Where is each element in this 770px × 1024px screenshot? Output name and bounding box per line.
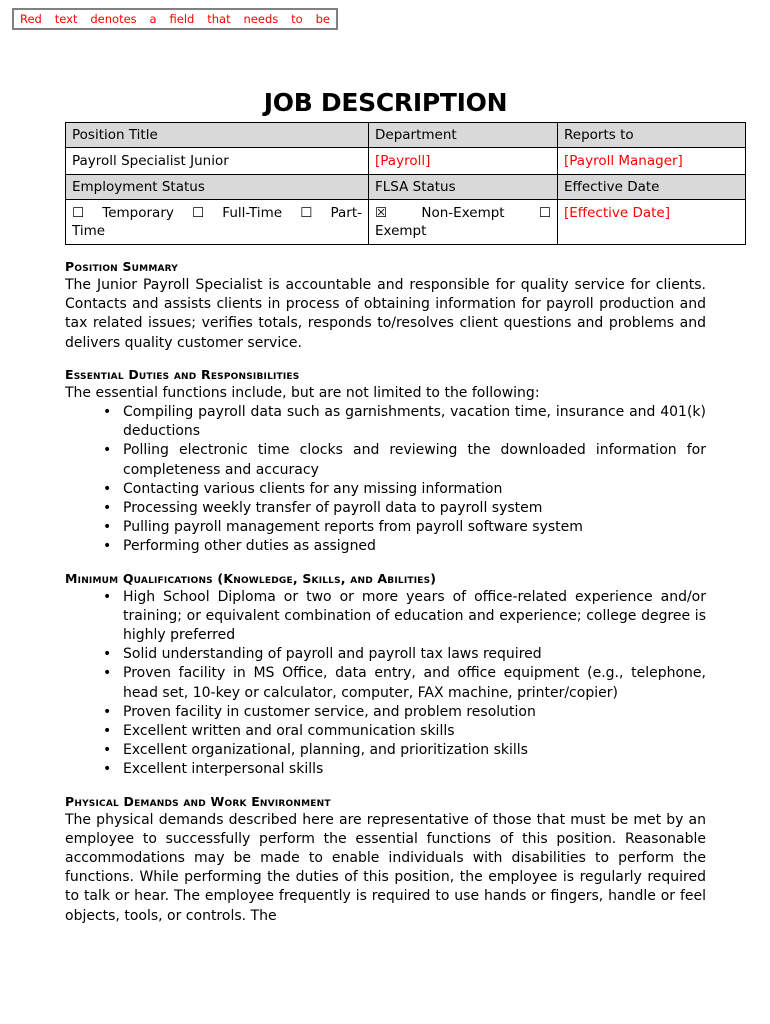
table-row-values-2 [66,200,746,245]
section-heading-minimum-qualifications: Minimum Qualifications (Knowledge, Skills, and Abilities) [65,570,437,586]
header-effective-date: Effective Date [558,175,746,200]
essential-duties-list [65,403,706,557]
header-reports-to: Reports to [558,123,746,148]
header-flsa-status: FLSA Status [369,175,558,200]
employment-status-line-2: Time [72,223,106,239]
list-item: • Performing other duties as assigned [103,537,706,556]
value-reports-to[interactable]: [Payroll Manager] [558,148,746,175]
value-effective-date[interactable]: [Effective Date] [558,200,746,245]
essential-duties-intro: The essential functions include, but are not limited to the following: [65,384,540,401]
list-item: • Compiling payroll data such as garnishments, vacation time, insurance and 401(k) deductions [103,403,706,441]
section-minimum-qualifications [65,571,706,780]
flsa-status-line-1[interactable]: ☒ Non-Exempt ☐ [375,205,551,221]
list-item: • Polling electronic time clocks and reviewing the downloaded information for completeness and accuracy [103,441,706,479]
section-heading-physical-demands: Physical Demands and Work Environment [65,793,331,809]
list-item: • Excellent interpersonal skills [103,760,706,779]
header-employment-status: Employment Status [66,175,369,200]
page-title: JOB DESCRIPTION [263,88,508,117]
section-heading-essential-duties: Essential Duties and Responsibilities [65,366,300,382]
employment-status-line-1[interactable]: ☐ Temporary ☐ Full-Time ☐ Part- [72,205,362,221]
value-department[interactable]: [Payroll] [369,148,558,175]
list-item: • Processing weekly transfer of payroll data to payroll system [103,499,706,518]
list-item: • Pulling payroll management reports from payroll software system [103,518,706,537]
value-position-title: Payroll Specialist Junior [66,148,369,175]
physical-demands-body: The physical demands described here are representative of those that must be met by an employee to successfully perform the essential functions of this position. Reasonable accommodations may be made to enable individuals with disabilities to perform the functions. While performing the duties of this position, the employee is regularly required to talk or hear. The employee frequently is required to use hands or fingers, handle or feel objects, tools, or controls. The [65,811,706,924]
list-item: • Proven facility in customer service, and problem resolution [103,703,706,722]
section-physical-demands [65,794,706,926]
red-text-legend-label: Red text denotes a field that needs to be [20,12,330,26]
section-heading-position-summary: Position Summary [65,259,179,274]
list-item: • High School Diploma or two or more years of office-related experience and/or training; or equivalent combination of education and experience; college degree is highly preferred [103,588,706,646]
flsa-status-checkbox-group[interactable] [369,200,558,245]
flsa-status-line-2: Exempt [375,223,427,239]
header-department: Department [369,123,558,148]
header-position-title: Position Title [66,123,369,148]
table-row-headers-1 [66,123,746,148]
list-item: • Proven facility in MS Office, data entry, and office equipment (e.g., telephone, head set, 10-key or calculator, computer, FAX machine, printer/copier) [103,664,706,702]
table-row-values-1 [66,148,746,175]
table-row-headers-2 [66,175,746,200]
employment-status-checkbox-group[interactable] [66,200,369,245]
section-essential-duties [65,367,706,557]
list-item: • Excellent written and oral communication skills [103,722,706,741]
job-info-table [65,122,746,245]
section-position-summary [65,259,706,353]
list-item: • Excellent organizational, planning, and prioritization skills [103,741,706,760]
list-item: • Solid understanding of payroll and payroll tax laws required [103,645,706,664]
minimum-qualifications-list [65,588,706,780]
document-page [65,0,706,926]
position-summary-body: The Junior Payroll Specialist is accountable and responsible for quality service for clients. Contacts and assists clients in process of obtaining information for payroll production and tax related issues; verifies totals, responds to/resolves client questions and problems and delivers quality customer service. [65,277,706,351]
list-item: • Contacting various clients for any missing information [103,480,706,499]
